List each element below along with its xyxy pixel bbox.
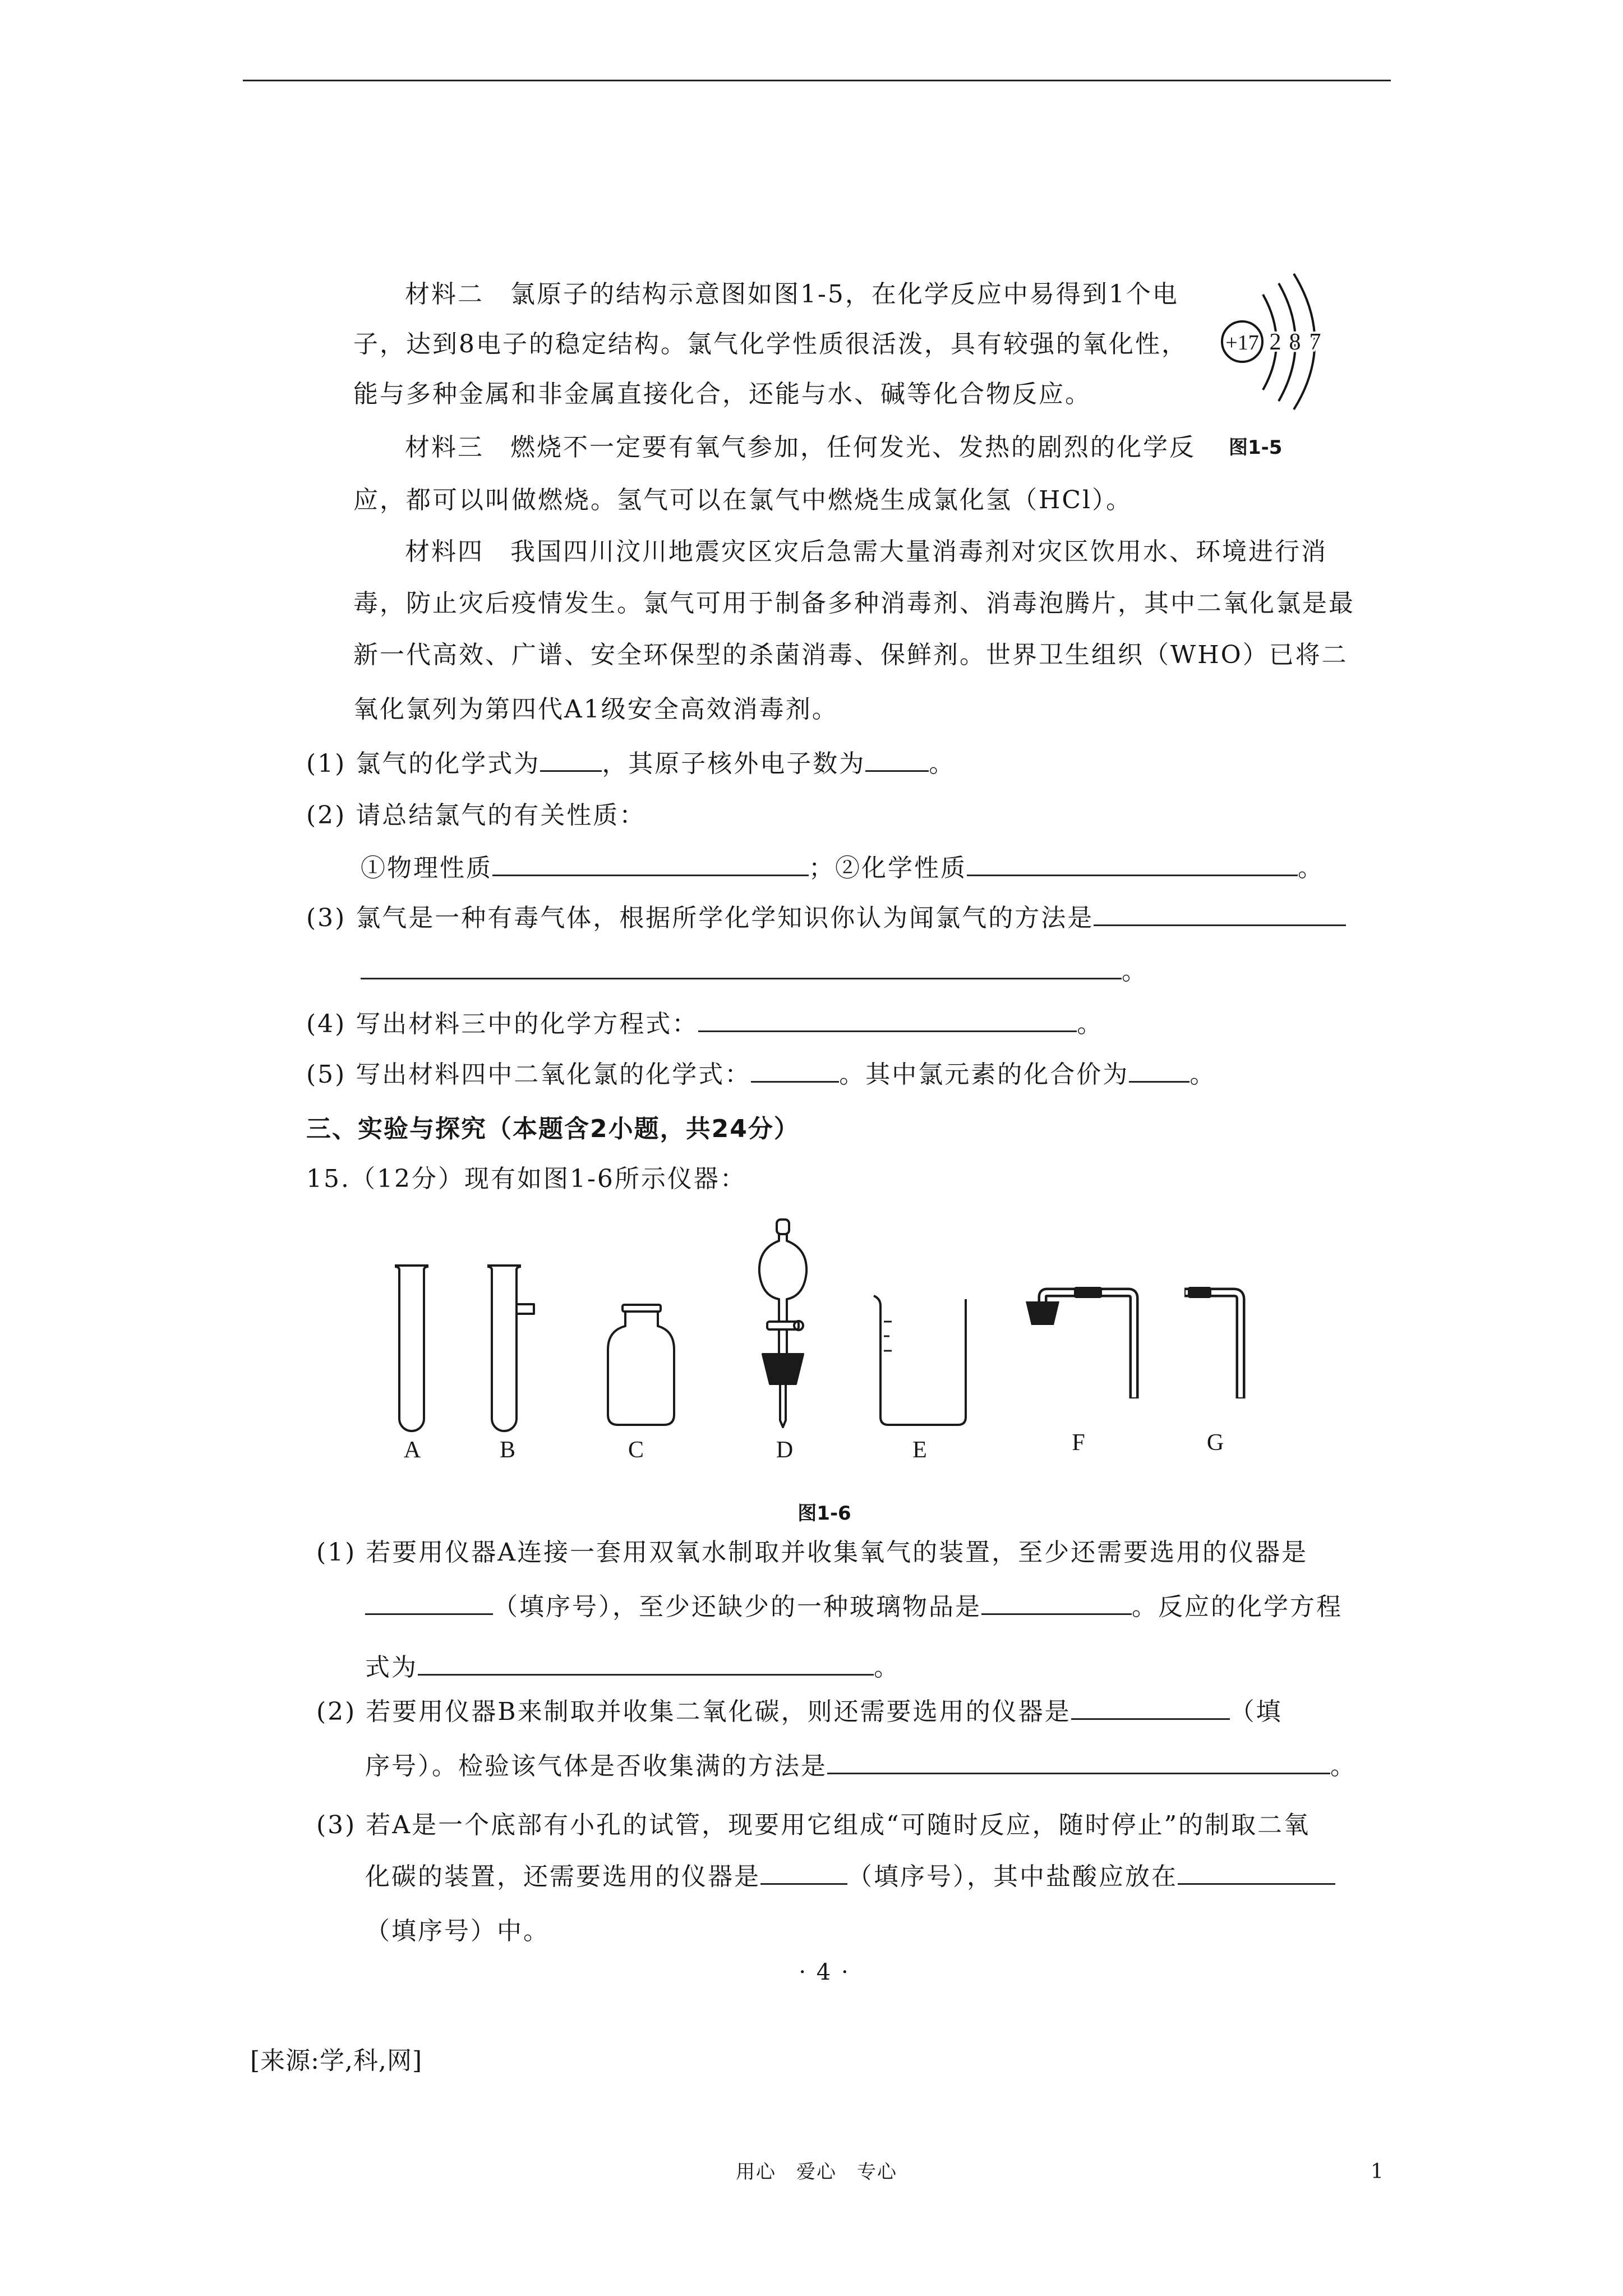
side-arm-test-tube-b	[487, 1266, 534, 1431]
answer-blank	[418, 1651, 874, 1676]
footer-page-number: 1	[1371, 2160, 1385, 2183]
page-number: · 4 ·	[799, 1959, 850, 1985]
q15-part-3-end: （填序号）中。	[365, 1917, 550, 1945]
question-text: (4) 写出材料三中的化学方程式：	[306, 1010, 699, 1038]
header-rule	[243, 80, 1391, 81]
q15-stem: 15.（12分）现有如图1-6所示仪器：	[306, 1165, 746, 1193]
wide-mouth-bottle-c	[608, 1305, 674, 1425]
apparatus-label-c: C	[628, 1437, 644, 1463]
answer-blank	[1129, 1059, 1189, 1083]
answer-blank	[540, 748, 602, 772]
question-text: 。	[1077, 1010, 1104, 1038]
q15-part-2-continued	[365, 1750, 1357, 1783]
beaker-e	[874, 1296, 966, 1425]
q14-part-3-continued	[361, 955, 1148, 988]
question-text: ，其原子核外电子数为	[602, 749, 866, 778]
question-text: （填序号），其中盐酸应放在	[847, 1862, 1178, 1891]
answer-blank	[492, 852, 809, 876]
question-text: (2) 若要用仪器B来制取并收集二氧化碳，则还需要选用的仪器是	[316, 1697, 1071, 1726]
apparatus-label-d: D	[776, 1437, 794, 1463]
q14-part-5	[306, 1058, 1216, 1092]
material-line: 毒，防止灾后疫情发生。氯气可用于制备多种消毒剂、消毒泡腾片，其中二氧化氯是最	[353, 589, 1355, 618]
q15-part-1-equation	[365, 1651, 900, 1685]
apparatus-label-e: E	[912, 1437, 927, 1463]
question-text: 。反应的化学方程	[1132, 1593, 1343, 1621]
question-text: 。	[1189, 1060, 1216, 1089]
question-text: 。其中氯元素的化合价为	[839, 1060, 1129, 1089]
answer-blank	[827, 1750, 1330, 1774]
question-text: (5) 写出材料四中二氧化氯的化学式：	[306, 1060, 751, 1089]
chlorine-atom-structure-diagram	[1211, 269, 1352, 415]
bent-glass-tube-g	[1184, 1287, 1241, 1398]
q14-part-2-title: (2) 请总结氯气的有关性质：	[306, 801, 646, 830]
shell-electron-count-1: 2	[1269, 329, 1281, 355]
figure-1-6-caption: 图1-6	[797, 1502, 851, 1525]
answer-blank	[698, 1008, 1077, 1032]
material-line: 能与多种金属和非金属直接化合，还能与水、碱等化合物反应。	[353, 380, 1091, 408]
question-text: 序号）。检验该气体是否收集满的方法是	[365, 1752, 827, 1780]
question-text: (1) 氯气的化学式为	[306, 749, 541, 778]
answer-blank	[751, 1059, 839, 1083]
answer-blank	[1178, 1861, 1335, 1885]
apparatus-label-a: A	[403, 1437, 421, 1463]
q15-part-3: (3) 若A是一个底部有小孔的试管，现要用它组成“可随时反应，随时停止”的制取二氧	[316, 1811, 1311, 1839]
apparatus-label-b: B	[499, 1437, 516, 1463]
question-text: 。	[874, 1653, 900, 1682]
apparatus-label-f: F	[1072, 1430, 1085, 1456]
figure-1-5-caption: 图1-5	[1229, 436, 1283, 459]
material-line: 材料三 燃烧不一定要有氧气参加，任何发光、发热的剧烈的化学反	[405, 433, 1196, 462]
answer-blank	[865, 748, 929, 772]
question-text: 化碳的装置，还需要选用的仪器是	[365, 1862, 760, 1891]
q15-part-3-continued	[365, 1860, 1335, 1894]
q15-part-2	[316, 1695, 1283, 1729]
apparatus-figure	[336, 1212, 1290, 1447]
separatory-funnel-d	[759, 1220, 806, 1427]
shell-electron-count-3: 7	[1309, 329, 1321, 355]
q15-part-1: (1) 若要用仪器A连接一套用双氧水制取并收集氧气的装置，至少还需要选用的仪器是	[316, 1538, 1308, 1567]
q14-part-1	[306, 747, 955, 781]
answer-blank	[361, 955, 1122, 979]
material-line: 材料二 氯原子的结构示意图如图1-5，在化学反应中易得到1个电	[405, 280, 1179, 309]
question-text: 。	[1298, 854, 1324, 882]
question-text: ①物理性质	[361, 854, 492, 882]
material-line: 子，达到8电子的稳定结构。氯气化学性质很活泼，具有较强的氧化性，	[353, 330, 1188, 358]
material-line: 材料四 我国四川汶川地震灾区灾后急需大量消毒剂对灾区饮用水、环境进行消	[405, 537, 1327, 566]
answer-blank	[981, 1591, 1132, 1615]
q14-part-2-answers	[361, 852, 1324, 885]
question-text: （填	[1229, 1697, 1283, 1726]
q14-part-4	[306, 1007, 1103, 1041]
question-text: 式为	[365, 1653, 418, 1682]
test-tube-a	[395, 1266, 428, 1431]
q15-part-1-continued	[365, 1590, 1343, 1624]
question-text: 。	[1122, 957, 1148, 986]
apparatus-label-g: G	[1206, 1430, 1224, 1456]
question-text: (3) 氯气是一种有毒气体，根据所学化学知识你认为闻氯气的方法是	[306, 904, 1094, 932]
material-line: 氧化氯列为第四代A1级安全高效消毒剂。	[353, 695, 838, 724]
source-note: [来源:学,科,网]	[250, 2046, 423, 2075]
shell-electron-count-2: 8	[1289, 329, 1301, 355]
answer-blank	[760, 1861, 847, 1885]
question-text: ；②化学性质	[809, 854, 967, 882]
answer-blank	[365, 1591, 493, 1615]
answer-blank	[1071, 1696, 1230, 1720]
nucleus-charge: +17	[1225, 331, 1259, 355]
material-line: 应，都可以叫做燃烧。氢气可以在氯气中燃烧生成氯化氢（HCl）。	[353, 486, 1133, 514]
delivery-tube-with-stopper-f	[1026, 1287, 1134, 1398]
q14-part-3	[306, 901, 1346, 935]
material-line: 新一代高效、广谱、安全环保型的杀菌消毒、保鲜剂。世界卫生组织（WHO）已将二	[353, 641, 1348, 669]
answer-blank	[967, 852, 1298, 876]
question-text: （填序号），至少还缺少的一种玻璃物品是	[493, 1593, 981, 1621]
answer-blank	[1094, 902, 1346, 926]
question-text: 。	[1330, 1752, 1357, 1780]
footer-motto: 用心 爱心 专心	[736, 2161, 897, 2183]
question-text: 。	[929, 749, 956, 778]
section-heading: 三、实验与探究（本题含2小题，共24分）	[306, 1115, 800, 1143]
